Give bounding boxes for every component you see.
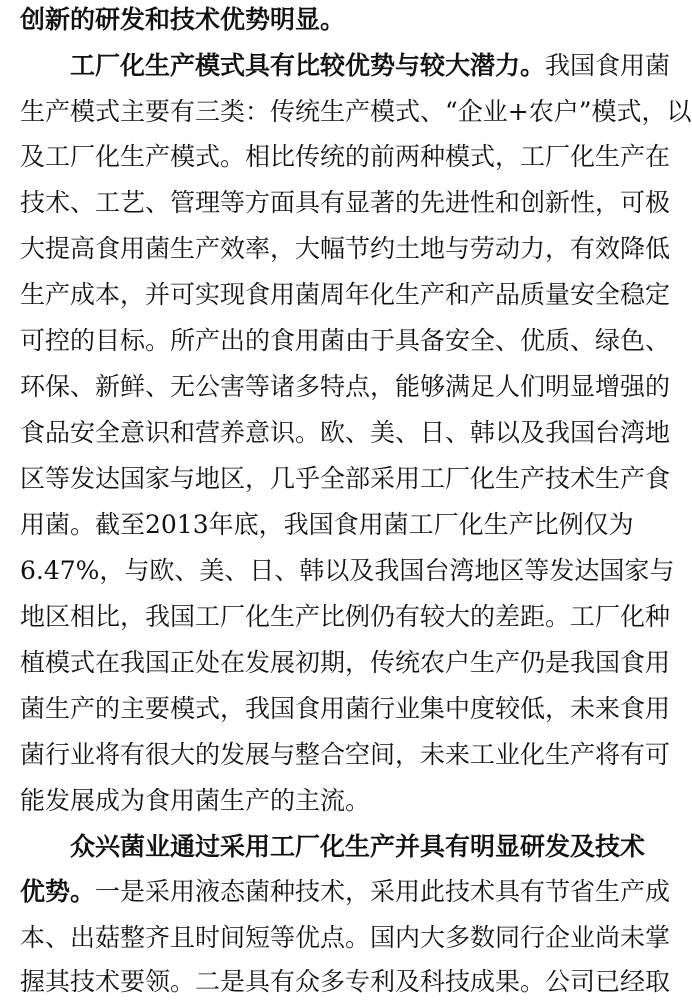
- text-run: 生产模式主要有三类：传统生产模式、“企业+农户”模式，以: [20, 97, 692, 126]
- text-line: [20, 183, 671, 223]
- text-line: [20, 505, 632, 545]
- text-line: [70, 46, 671, 86]
- text-line: [20, 643, 671, 683]
- text-line: [70, 827, 646, 867]
- text-run: 可控的目标。所产出的食用菌由于具备安全、优质、绿色、: [20, 326, 671, 355]
- text-line: [20, 367, 671, 407]
- bold-lead-text: 众兴菌业通过采用工厂化生产并具有明显研发及技术: [70, 832, 646, 861]
- text-line: [20, 872, 671, 912]
- text-line: [20, 918, 671, 958]
- text-run: 环保、新鲜、无公害等诸多特点，能够满足人们明显增强的: [20, 372, 671, 401]
- bold-lead-text: 工厂化生产模式具有比较优势与较大潜力。: [70, 51, 546, 80]
- text-run: 区等发达国家与地区，几乎全部采用工厂化生产技术生产食: [20, 464, 671, 493]
- text-run: 一是采用液态菌种技术，采用此技术具有节省生产成: [95, 877, 671, 906]
- text-line: [20, 413, 671, 453]
- text-line: [20, 229, 671, 269]
- text-line: [20, 0, 632, 40]
- text-run: 本、出菇整齐且时间短等优点。国内大多数同行企业尚未掌: [20, 923, 671, 952]
- text-run: 生产成本，并可实现食用菌周年化生产和产品质量安全稳定: [20, 280, 671, 309]
- text-run: 菌生产的主要模式，我国食用菌行业集中度较低，未来食用: [20, 694, 671, 723]
- text-line: [20, 275, 671, 315]
- text-run: 握其技术要领。二是具有众多专利及科技成果。公司已经取: [20, 967, 671, 996]
- text-line: [20, 459, 671, 499]
- text-line: [20, 321, 671, 361]
- text-run: 能发展成为食用菌生产的主流。: [20, 786, 371, 815]
- bold-text: 创新的研发和技术优势明显。: [20, 5, 346, 34]
- text-line: [20, 92, 692, 132]
- text-run: 地区相比，我国工厂化生产比例仍有较大的差距。工厂化种: [20, 602, 671, 631]
- text-run: 技术、工艺、管理等方面具有显著的先进性和创新性，可极: [20, 188, 671, 217]
- text-line: [20, 597, 671, 637]
- text-run: 及工厂化生产模式。相比传统的前两种模式，工厂化生产在: [20, 142, 671, 171]
- text-line: [20, 689, 671, 729]
- text-run: 用菌。截至2013年底，我国食用菌工厂化生产比例仅为: [20, 510, 634, 539]
- text-line: [20, 781, 632, 821]
- text-run: 大提高食用菌生产效率，大幅节约土地与劳动力，有效降低: [20, 234, 671, 263]
- text-run: 6.47%，与欧、美、日、韩以及我国台湾地区等发达国家与: [20, 556, 675, 585]
- text-line: [20, 137, 671, 177]
- text-line: [20, 962, 671, 1002]
- text-line: [20, 551, 675, 591]
- text-run: 植模式在我国正处在发展初期，传统农户生产仍是我国食用: [20, 648, 671, 677]
- bold-lead-text: 优势。: [20, 877, 96, 906]
- text-run: 菌行业将有很大的发展与整合空间，未来工业化生产将有可: [20, 740, 671, 769]
- text-run: 食品安全意识和营养意识。欧、美、日、韩以及我国台湾地: [20, 418, 671, 447]
- text-run: 我国食用菌: [545, 51, 671, 80]
- text-line: [20, 735, 671, 775]
